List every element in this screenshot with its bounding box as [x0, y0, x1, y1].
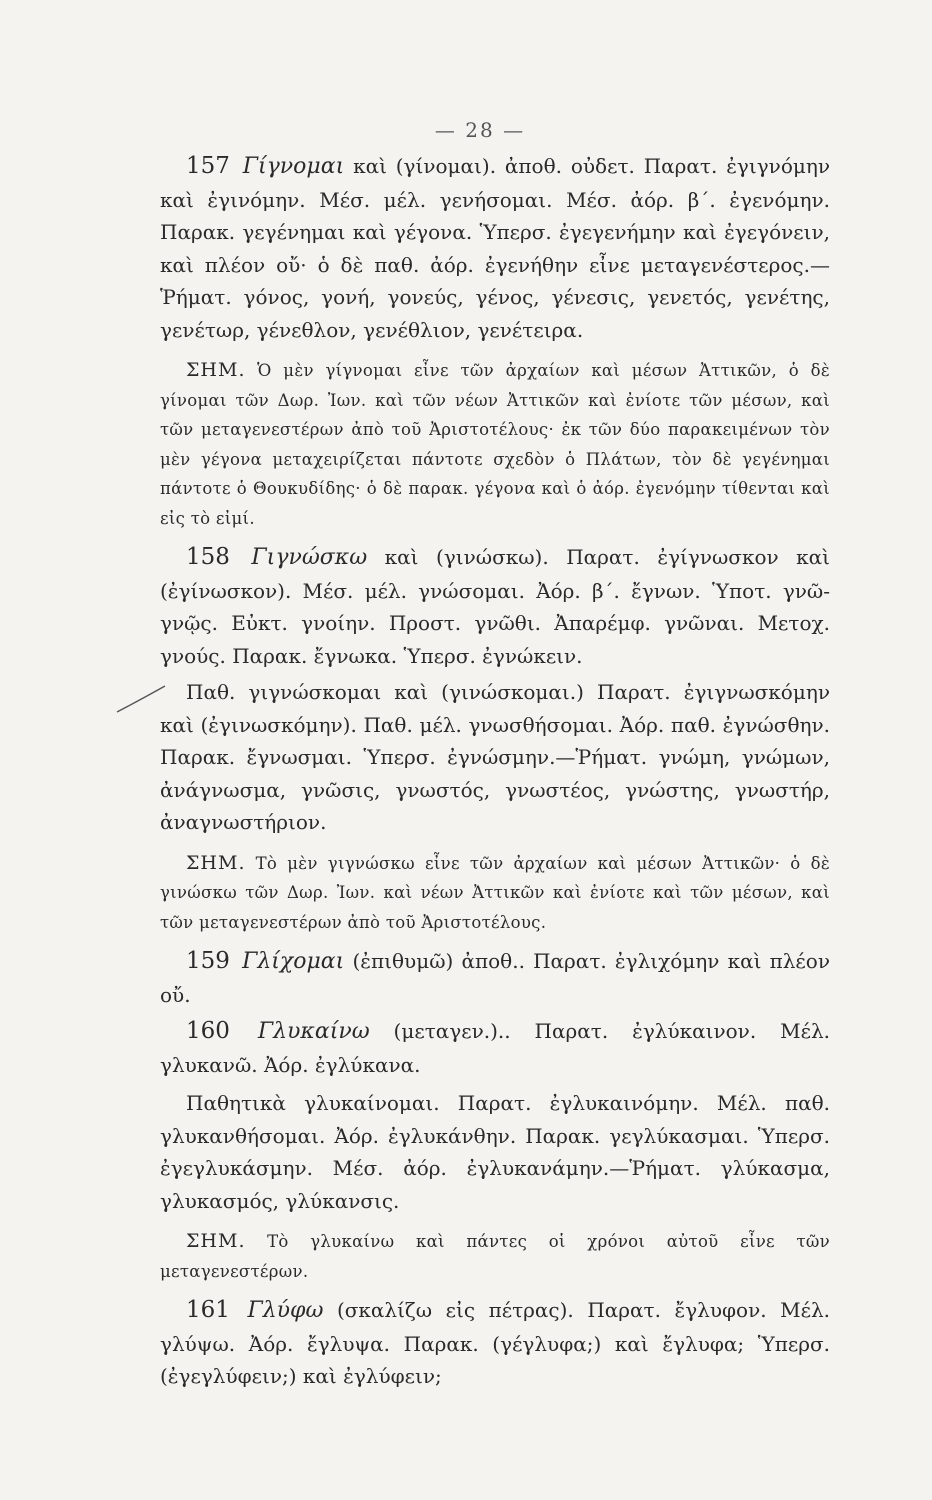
entry-157 [160, 150, 830, 346]
entry-headword: Γλυκαίνω [257, 1019, 370, 1044]
note-label: ΣΗΜ. [186, 359, 246, 381]
entry-headword: Γιγνώσκω [251, 545, 368, 570]
note-label: ΣΗΜ. [186, 851, 246, 874]
entry-text: καὶ (γίνομαι). ἀποθ. οὐδετ. Παρατ. ἐγιγνόμην καὶ ἐγινόμην. Μέσ. μέλ. γενήσομαι. Μέσ. ἀόρ. β΄. ἐγενόμην. Παρακ. γεγένημαι καὶ γέγονα. Ὑπερσ. ἐγεγενήμην καὶ ἐγεγόνειν, καὶ πλέον οὔ· ὁ δὲ παθ. ἀόρ. ἐγενήθην εἶνε μεταγενέστερος.—Ῥήματ. γόνος, γονή, γονεύς, γένος, γένεσις, γενετός, γενέτης, γενέτωρ, γένεθλον, γενέθλιον, γενέτειρα. [160, 154, 831, 342]
entry-number: 159 [186, 948, 230, 974]
note-text: Τὸ γλυκαίνω καὶ πάντες οἱ χρόνοι αὐτοῦ εἶνε τῶν μεταγενεστέρων. [160, 1232, 830, 1281]
entry-text: (μεταγεν.).. Παρατ. ἐγλύκαινον. Μέλ. γλυκανῶ. Ἀόρ. ἐγλύκανα. [160, 1019, 830, 1077]
entry-number: 161 [186, 1297, 230, 1323]
entry-number: 157 [186, 153, 230, 179]
note-text: Τὸ μὲν γιγνώσκω εἶνε τῶν ἀρχαίων καὶ μέσων Ἀττικῶν· ὁ δὲ γινώσκω τῶν Δωρ. Ἰων. καὶ νέων Ἀττικῶν καὶ ἐνίοτε καὶ τῶν μέσων, καὶ τῶν μεταγενεστέρων ἀπὸ τοῦ Ἀριστοτέλους. [160, 853, 830, 932]
note-label: ΣΗΜ. [186, 1230, 246, 1252]
entry-text: (ἐπιθυμῶ) ἀποθ.. Παρατ. ἐγλιχόμην καὶ πλέον οὔ. [160, 949, 830, 1007]
note-158 [160, 849, 830, 938]
note-157 [160, 356, 830, 533]
entry-158 [160, 541, 830, 672]
entry-headword: Γίγνομαι [242, 154, 345, 179]
entry-161 [160, 1294, 830, 1393]
passive-158: Παθ. γιγνώσκομαι καὶ (γινώσκομαι.) Παρατ. ἐγιγνωσκόμην καὶ (ἐγινωσκόμην). Παθ. μέλ. γνωσθήσομαι. Ἀόρ. παθ. ἐγνώσθην. Παρακ. ἔγνωσμαι. Ὑπερσ. ἐγνώσμην.—Ῥήματ. γνώμη, γνώμων, ἀνάγνωσμα, γνῶσις, γνωστός, γνωστέος, γνώστης, γνωστήρ, ἀναγνωστήριον. [160, 680, 830, 834]
passive-160: Παθητικὰ γλυκαίνομαι. Παρατ. ἐγλυκαινόμην. Μέλ. παθ. γλυκανθήσομαι. Ἀόρ. ἐγλυκάνθην. Παρακ. γεγλύκασμαι. Ὑπερσ. ἐγεγλυκάσμην. Μέσ. ἀόρ. ἐγλυκανάμην.—Ῥήματ. γλύκασμα, γλυκασμός, γλύκανσις. [160, 1091, 830, 1213]
entry-160 [160, 1015, 830, 1081]
entry-159 [160, 945, 830, 1011]
entry-text: (σκαλίζω εἰς πέτρας). Παρατ. ἔγλυφον. Μέλ. γλύψω. Ἀόρ. ἔγλυψα. Παρακ. (γέγλυφα;) καὶ ἔγλυφα; Ὑπερσ. (ἐγεγλύφειν;) καὶ ἐγλύφειν; [160, 1298, 831, 1388]
note-160 [160, 1227, 830, 1286]
entry-number: 158 [186, 544, 230, 570]
page-text [160, 150, 830, 1397]
entry-headword: Γλύφω [247, 1298, 324, 1323]
entry-headword: Γλίχομαι [242, 949, 345, 974]
entry-text: καὶ (γινώσκω). Παρατ. ἐγίγνωσκον καὶ (ἐγίνωσκον). Μέσ. μέλ. γνώσομαι. Ἀόρ. β΄. ἔγνων. Ὑποτ. γνῶ-γνῷς. Εὐκτ. γνοίην. Προστ. γνῶθι. Ἀπαρέμφ. γνῶναι. Μετοχ. γνούς. Παρακ. ἔγνωκα. Ὑπερσ. ἐγνώκειν. [160, 545, 831, 668]
entry-number: 160 [186, 1018, 230, 1044]
page-number: — 28 — [434, 118, 526, 142]
note-text: Ὁ μὲν γίγνομαι εἶνε τῶν ἀρχαίων καὶ μέσων Ἀττικῶν, ὁ δὲ γίνομαι τῶν Δωρ. Ἰων. καὶ τῶν νέων Ἀττικῶν καὶ ἐνίοτε τῶν μέσων, καὶ τῶν μεταγενεστέρων ἀπὸ τοῦ Ἀριστοτέλους· ἐκ τῶν δύο παρακειμένων τὸν μὲν γέγονα μεταχειρίζεται πάντοτε σχεδὸν ὁ Πλάτων, τὸν δὲ γεγένημαι πάντοτε ὁ Θουκυδίδης· ὁ δὲ παρακ. γέγονα καὶ ὁ ἀόρ. ἐγενόμην τίθενται καὶ εἰς τὸ εἰμί. [160, 361, 830, 528]
